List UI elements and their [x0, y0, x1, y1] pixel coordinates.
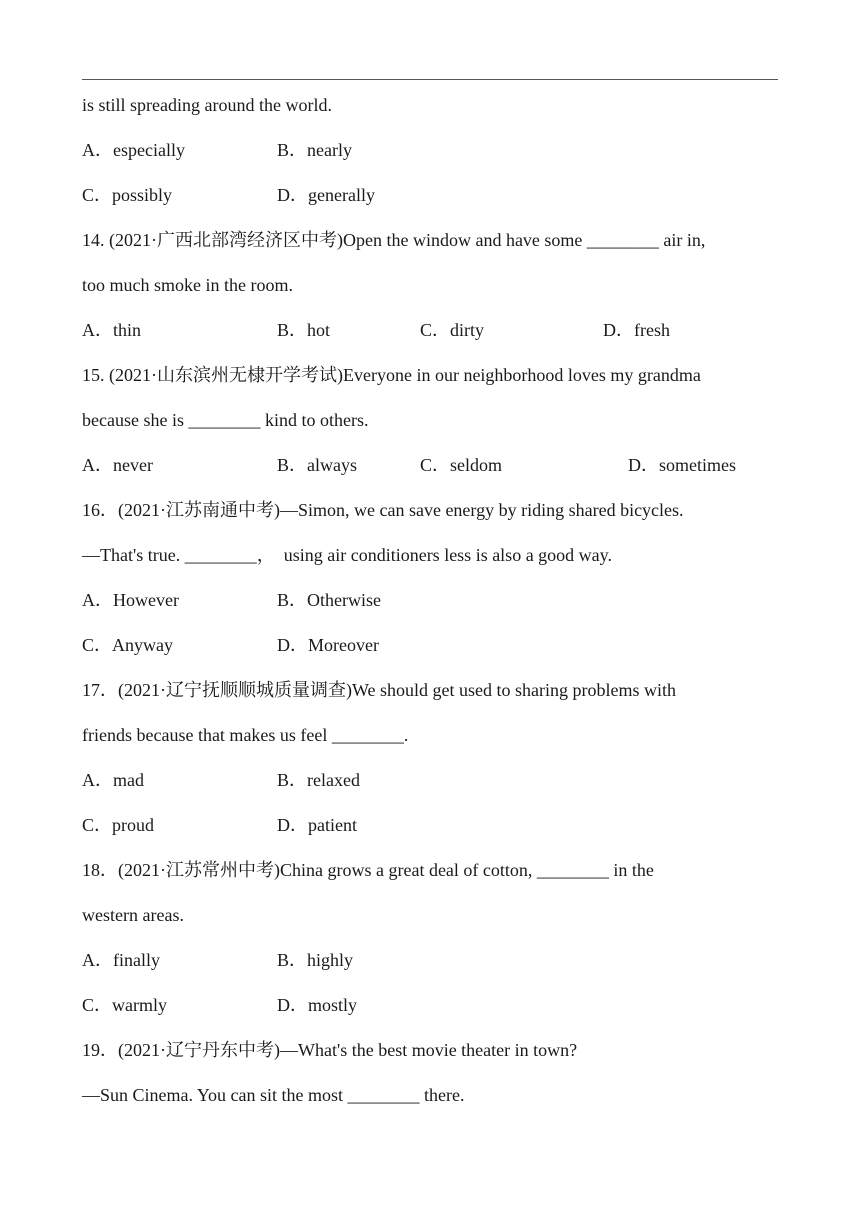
q14-option-b: B．hot [277, 320, 331, 340]
q17-option-b: B．relaxed [277, 770, 360, 790]
q15-option-b: B．always [277, 455, 357, 475]
q18-option-b: B．highly [277, 950, 354, 970]
q19-stem-line1: 19．(2021·辽宁丹东中考)—What's the best movie theater in town? [82, 1040, 578, 1060]
q15-stem-line2: because she is ________ kind to others. [82, 410, 369, 430]
q18-option-a: A．finally [82, 950, 160, 970]
q14-stem-line1: 14. (2021·广西北部湾经济区中考)Open the window and have some ________ air in, [82, 230, 706, 250]
q17-stem-line2: friends because that makes us feel ________. [82, 725, 409, 745]
q15-stem-line1: 15. (2021·山东滨州无棣开学考试)Everyone in our neighborhood loves my grandma [82, 365, 701, 385]
q14-option-d: D．fresh [603, 320, 670, 340]
q15-option-c: C．seldom [420, 455, 503, 475]
q17-stem-line1: 17．(2021·辽宁抚顺顺城质量调查)We should get used to sharing problems with [82, 680, 676, 700]
q18-stem-line1: 18．(2021·江苏常州中考)China grows a great deal of cotton, ________ in the [82, 860, 654, 880]
q18-option-d: D．mostly [277, 995, 358, 1015]
q16-stem-line1: 16．(2021·江苏南通中考)—Simon, we can save energy by riding shared bicycles. [82, 500, 684, 520]
header-rule [82, 79, 778, 80]
q17-option-c: C．proud [82, 815, 154, 835]
q13-option-c: C．possibly [82, 185, 173, 205]
q16-option-a: A．However [82, 590, 179, 610]
q15-option-d: D．sometimes [628, 455, 736, 475]
q16-option-b: B．Otherwise [277, 590, 381, 610]
q15-option-a: A．never [82, 455, 153, 475]
q16-option-c: C．Anyway [82, 635, 173, 655]
q16-option-d: D．Moreover [277, 635, 379, 655]
q17-option-d: D．patient [277, 815, 357, 835]
q13-option-b: B．nearly [277, 140, 352, 160]
q17-option-a: A．mad [82, 770, 144, 790]
q14-option-c: C．dirty [420, 320, 485, 340]
q13-option-a: A．especially [82, 140, 185, 160]
q16-stem-line2: —That's true. ________， using air conditioners less is also a good way. [82, 545, 612, 565]
q18-option-c: C．warmly [82, 995, 167, 1015]
q19-stem-line2: —Sun Cinema. You can sit the most ________ there. [82, 1085, 465, 1105]
q13-continuation: is still spreading around the world. [82, 95, 332, 115]
q13-option-d: D．generally [277, 185, 375, 205]
q18-stem-line2: western areas. [82, 905, 184, 925]
q14-stem-line2: too much smoke in the room. [82, 275, 293, 295]
q14-option-a: A．thin [82, 320, 142, 340]
